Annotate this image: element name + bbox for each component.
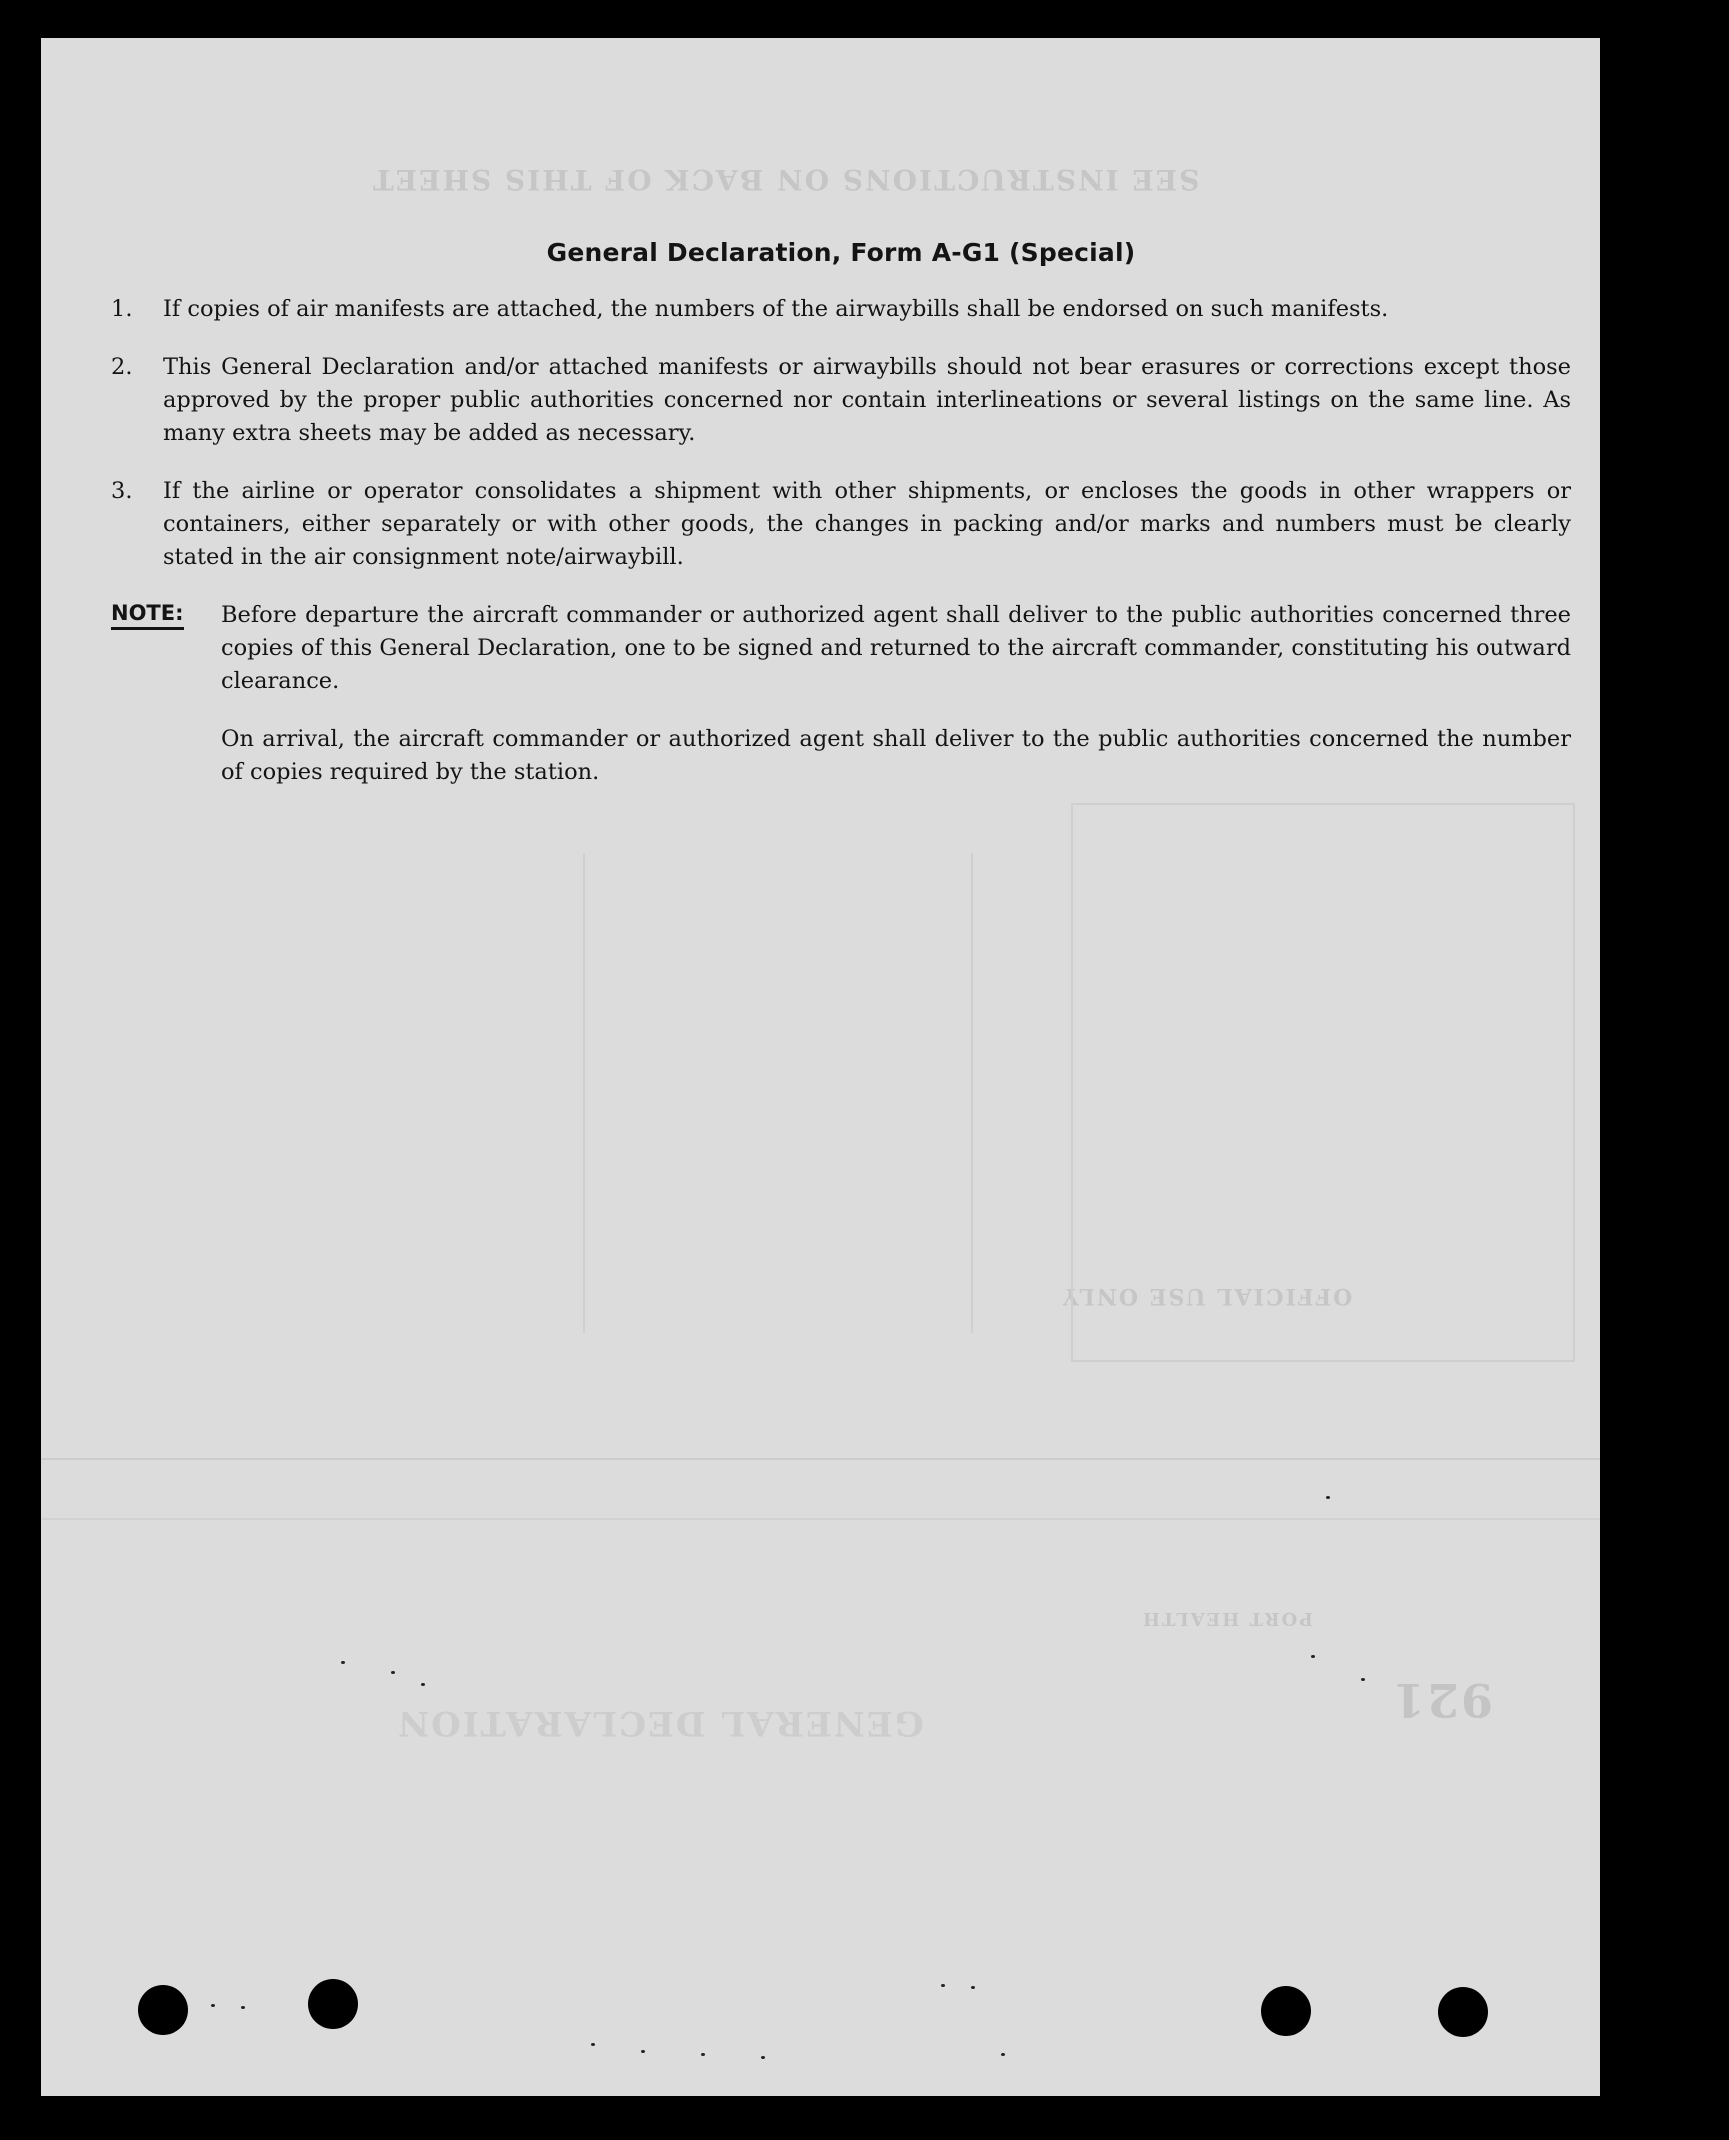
speck [971,1986,975,1989]
item-text: If the airline or operator consolidates a shipment with other shipments, or encloses the goods in other wrappers or containers, either separately or with other goods, the changes in packing and/or marks and numbers must be clearly stated in the air consignment note/airwaybill. [163,478,1571,570]
instruction-item [111,293,1571,326]
speck [641,2050,645,2053]
show-through-line [583,853,586,1333]
note-section [111,599,1571,789]
show-through-text: SEE INSTRUCTIONS ON BACK OF THIS SHEET [371,163,1200,196]
item-number: 3. [111,478,133,504]
show-through-line [41,1518,1600,1520]
show-through-text: 921 [1391,1673,1494,1727]
instruction-item [111,475,1571,574]
speck [1326,1496,1330,1499]
speck [421,1683,425,1686]
punch-hole [1438,1987,1488,2037]
speck [701,2053,705,2056]
show-through-line [971,853,974,1333]
show-through-text: GENERAL DECLARATION [396,1703,924,1743]
note-paragraph: Before departure the aircraft commander or authorized agent shall deliver to the public authorities concerned three copies of this General Declaration, one to be signed and returned to the aircraft commander, constituting his outward clearance. [221,602,1571,694]
speck [1311,1655,1315,1658]
note-paragraph: On arrival, the aircraft commander or authorized agent shall deliver to the public authorities concerned the number of copies required by the station. [221,726,1571,785]
punch-hole [1261,1986,1311,2036]
show-through-box [1071,803,1575,1362]
item-text: If copies of air manifests are attached, the numbers of the airwaybills shall be endorsed on such manifests. [163,296,1389,322]
punch-hole [308,1979,358,2029]
page-title: General Declaration, Form A-G1 (Special) [546,238,1136,267]
scanned-page [41,38,1600,2096]
punch-hole [138,1985,188,2035]
item-text: This General Declaration and/or attached manifests or airwaybills should not bear erasures or corrections except those approved by the proper public authorities concerned nor contain interlineations or several listings on the same line. As many extra sheets may be added as necessary. [163,354,1571,446]
show-through-text: PORT HEALTH [1141,1608,1313,1629]
speck [941,1984,945,1987]
speck [591,2043,595,2046]
item-number: 1. [111,296,133,322]
speck [211,2004,215,2007]
speck [341,1661,345,1664]
speck [761,2056,765,2059]
show-through-text: OFFICIAL USE ONLY [1061,1283,1353,1309]
show-through-line [41,1458,1600,1460]
speck [391,1671,395,1674]
note-label: NOTE: [111,599,184,630]
instruction-item [111,351,1571,450]
speck [241,2006,245,2009]
item-number: 2. [111,354,133,380]
speck [1361,1678,1365,1681]
speck [1001,2053,1005,2056]
declaration-instructions [111,238,1571,814]
